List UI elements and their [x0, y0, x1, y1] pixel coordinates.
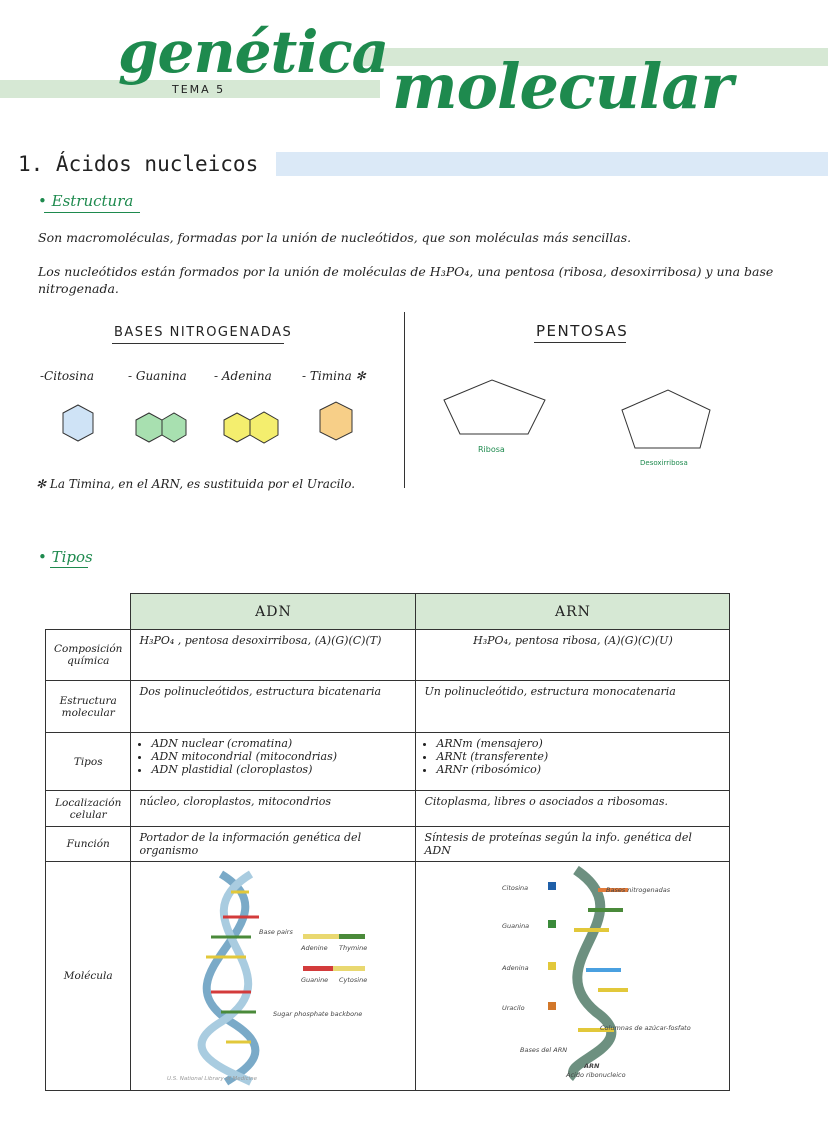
legend-thymine-bar: [339, 934, 365, 939]
cell-arn-composicion: H₃PO₄, pentosa ribosa, (A)(G)(C)(U): [416, 630, 730, 681]
cell-adn-estructura: Dos polinucleótidos, estructura bicatenaria: [131, 681, 416, 733]
label-cytosine: Cytosine: [339, 976, 368, 984]
label-credit: U.S. National Library of Medicine: [167, 1076, 258, 1082]
row-label-tipos: Tipos: [46, 733, 131, 791]
label-guanina: Guanina: [502, 922, 530, 930]
timina-ring: [320, 402, 352, 440]
guanina-ring-5: [162, 413, 186, 442]
cell-adn-funcion: Portador de la información genética del organismo: [131, 827, 416, 862]
tipos-underline: [50, 567, 88, 568]
rna-illustration: [416, 862, 716, 1087]
heading-bar: [276, 152, 828, 176]
row-label-molecula: Molécula: [46, 862, 131, 1091]
estructura-para1: Son macromoléculas, formadas por la unión de nucleótidos, que son moléculas más sencillas.: [38, 230, 632, 245]
label-uracilo: Uracilo: [502, 1004, 526, 1012]
list-item: • ARNr (ribosómico): [436, 763, 721, 776]
ribosa-ring: [444, 380, 545, 434]
cell-adn-molecula: [131, 862, 416, 1091]
row-label-estructura: Estructura molecular: [46, 681, 131, 733]
table-row: [46, 733, 730, 791]
table-row: [46, 681, 730, 733]
label-backbone: Sugar phosphate backbone: [273, 1010, 363, 1018]
base-citosina: -Citosina: [40, 369, 94, 383]
base-timina: - Timina ✻: [302, 369, 366, 383]
bases-title: BASES NITROGENADAS: [114, 325, 293, 340]
cell-arn-localizacion: Citoplasma, libres o asociados a ribosomas.: [416, 791, 730, 827]
title-molecular: molecular: [392, 50, 733, 123]
rna-legend-c: [548, 882, 556, 890]
list-item: • ADN mitocondrial (mitocondrias): [151, 750, 407, 763]
rna-base: [574, 928, 609, 932]
table-row: [46, 827, 730, 862]
estructura-label: • Estructura: [38, 192, 134, 210]
cell-arn-estructura: Un polinucleótido, estructura monocatenaria: [416, 681, 730, 733]
label-arn: ARN: [584, 1062, 600, 1070]
tipos-label: • Tipos: [38, 548, 93, 566]
pentosas-underline: [534, 342, 626, 343]
label-bases-arn: Bases del ARN: [520, 1046, 568, 1054]
col-header-adn: ADN: [131, 594, 416, 630]
title-genetica: genética: [118, 18, 389, 86]
pentosas-title: PENTOSAS: [536, 322, 629, 340]
row-label-funcion: Función: [46, 827, 131, 862]
bases-structures: [36, 385, 386, 460]
table-row: [46, 791, 730, 827]
rna-backbone: [573, 870, 611, 1077]
bases-note: ✻ La Timina, en el ARN, es sustituida por el Uracilo.: [36, 477, 356, 491]
adenina-ring-5: [224, 413, 250, 442]
list-item: • ARNt (transferente): [436, 750, 721, 763]
section-heading: 1. Ácidos nucleicos: [18, 152, 259, 176]
estructura-underline: [44, 212, 140, 213]
cell-arn-molecula: [416, 862, 730, 1091]
row-label-composicion: Composición química: [46, 630, 131, 681]
desoxirribosa-ring: [622, 390, 710, 448]
list-item: • ADN nuclear (cromatina): [151, 737, 407, 750]
tema-label: TEMA 5: [172, 83, 226, 96]
rna-legend-g: [548, 920, 556, 928]
estructura-para2: Los nucleótidos están formados por la unión de moléculas de H₃PO₄, una pentosa (ribosa, desoxirribosa) y una base nitrogenada.: [38, 264, 774, 296]
comparison-table: [45, 593, 730, 1091]
list-item: • ARNm (mensajero): [436, 737, 721, 750]
citosina-ring: [63, 405, 93, 441]
table-row: [46, 862, 730, 1091]
bases-underline: [112, 343, 284, 344]
label-acido: Ácido ribonucleico: [566, 1071, 626, 1079]
row-label-localizacion: Localización celular: [46, 791, 131, 827]
rna-legend-u: [548, 1002, 556, 1010]
cell-adn-composicion: H₃PO₄ , pentosa desoxirribosa, (A)(G)(C)(T): [131, 630, 416, 681]
label-guanine: Guanine: [301, 976, 329, 984]
cell-adn-tipos: [131, 733, 416, 791]
cell-arn-tipos: [416, 733, 730, 791]
label-adenina: Adenina: [502, 964, 530, 972]
desoxirribosa-label: Desoxirribosa: [640, 459, 688, 467]
ribosa-label: Ribosa: [478, 445, 505, 454]
rna-base: [586, 968, 621, 972]
label-citosina: Citosina: [502, 884, 529, 892]
base-adenina: - Adenina: [214, 369, 272, 383]
pentosas-structures: [420, 362, 730, 472]
rna-base: [598, 988, 628, 992]
label-base-pairs: Base pairs: [259, 928, 294, 936]
table-row: [46, 630, 730, 681]
label-bases-nitro: Bases nitrogenadas: [606, 886, 671, 894]
rna-legend-a: [548, 962, 556, 970]
cell-arn-funcion: Síntesis de proteínas según la info. genética del ADN: [416, 827, 730, 862]
list-item: • ADN plastidial (cloroplastos): [151, 763, 407, 776]
guanina-ring-6: [136, 413, 162, 442]
adenina-ring-6: [250, 412, 278, 443]
label-adenine: Adenine: [301, 944, 329, 952]
rna-base: [588, 908, 623, 912]
label-thymine: Thymine: [339, 944, 368, 952]
label-columnas: Columnas de azúcar-fosfato: [600, 1024, 692, 1032]
table-corner: [46, 594, 131, 630]
base-guanina: - Guanina: [128, 369, 187, 383]
cell-adn-localizacion: núcleo, cloroplastos, mitocondrios: [131, 791, 416, 827]
bases-pentosas-divider: [404, 312, 405, 488]
col-header-arn: ARN: [416, 594, 730, 630]
legend-guanine-red: [303, 966, 333, 971]
dna-illustration: [131, 862, 411, 1087]
